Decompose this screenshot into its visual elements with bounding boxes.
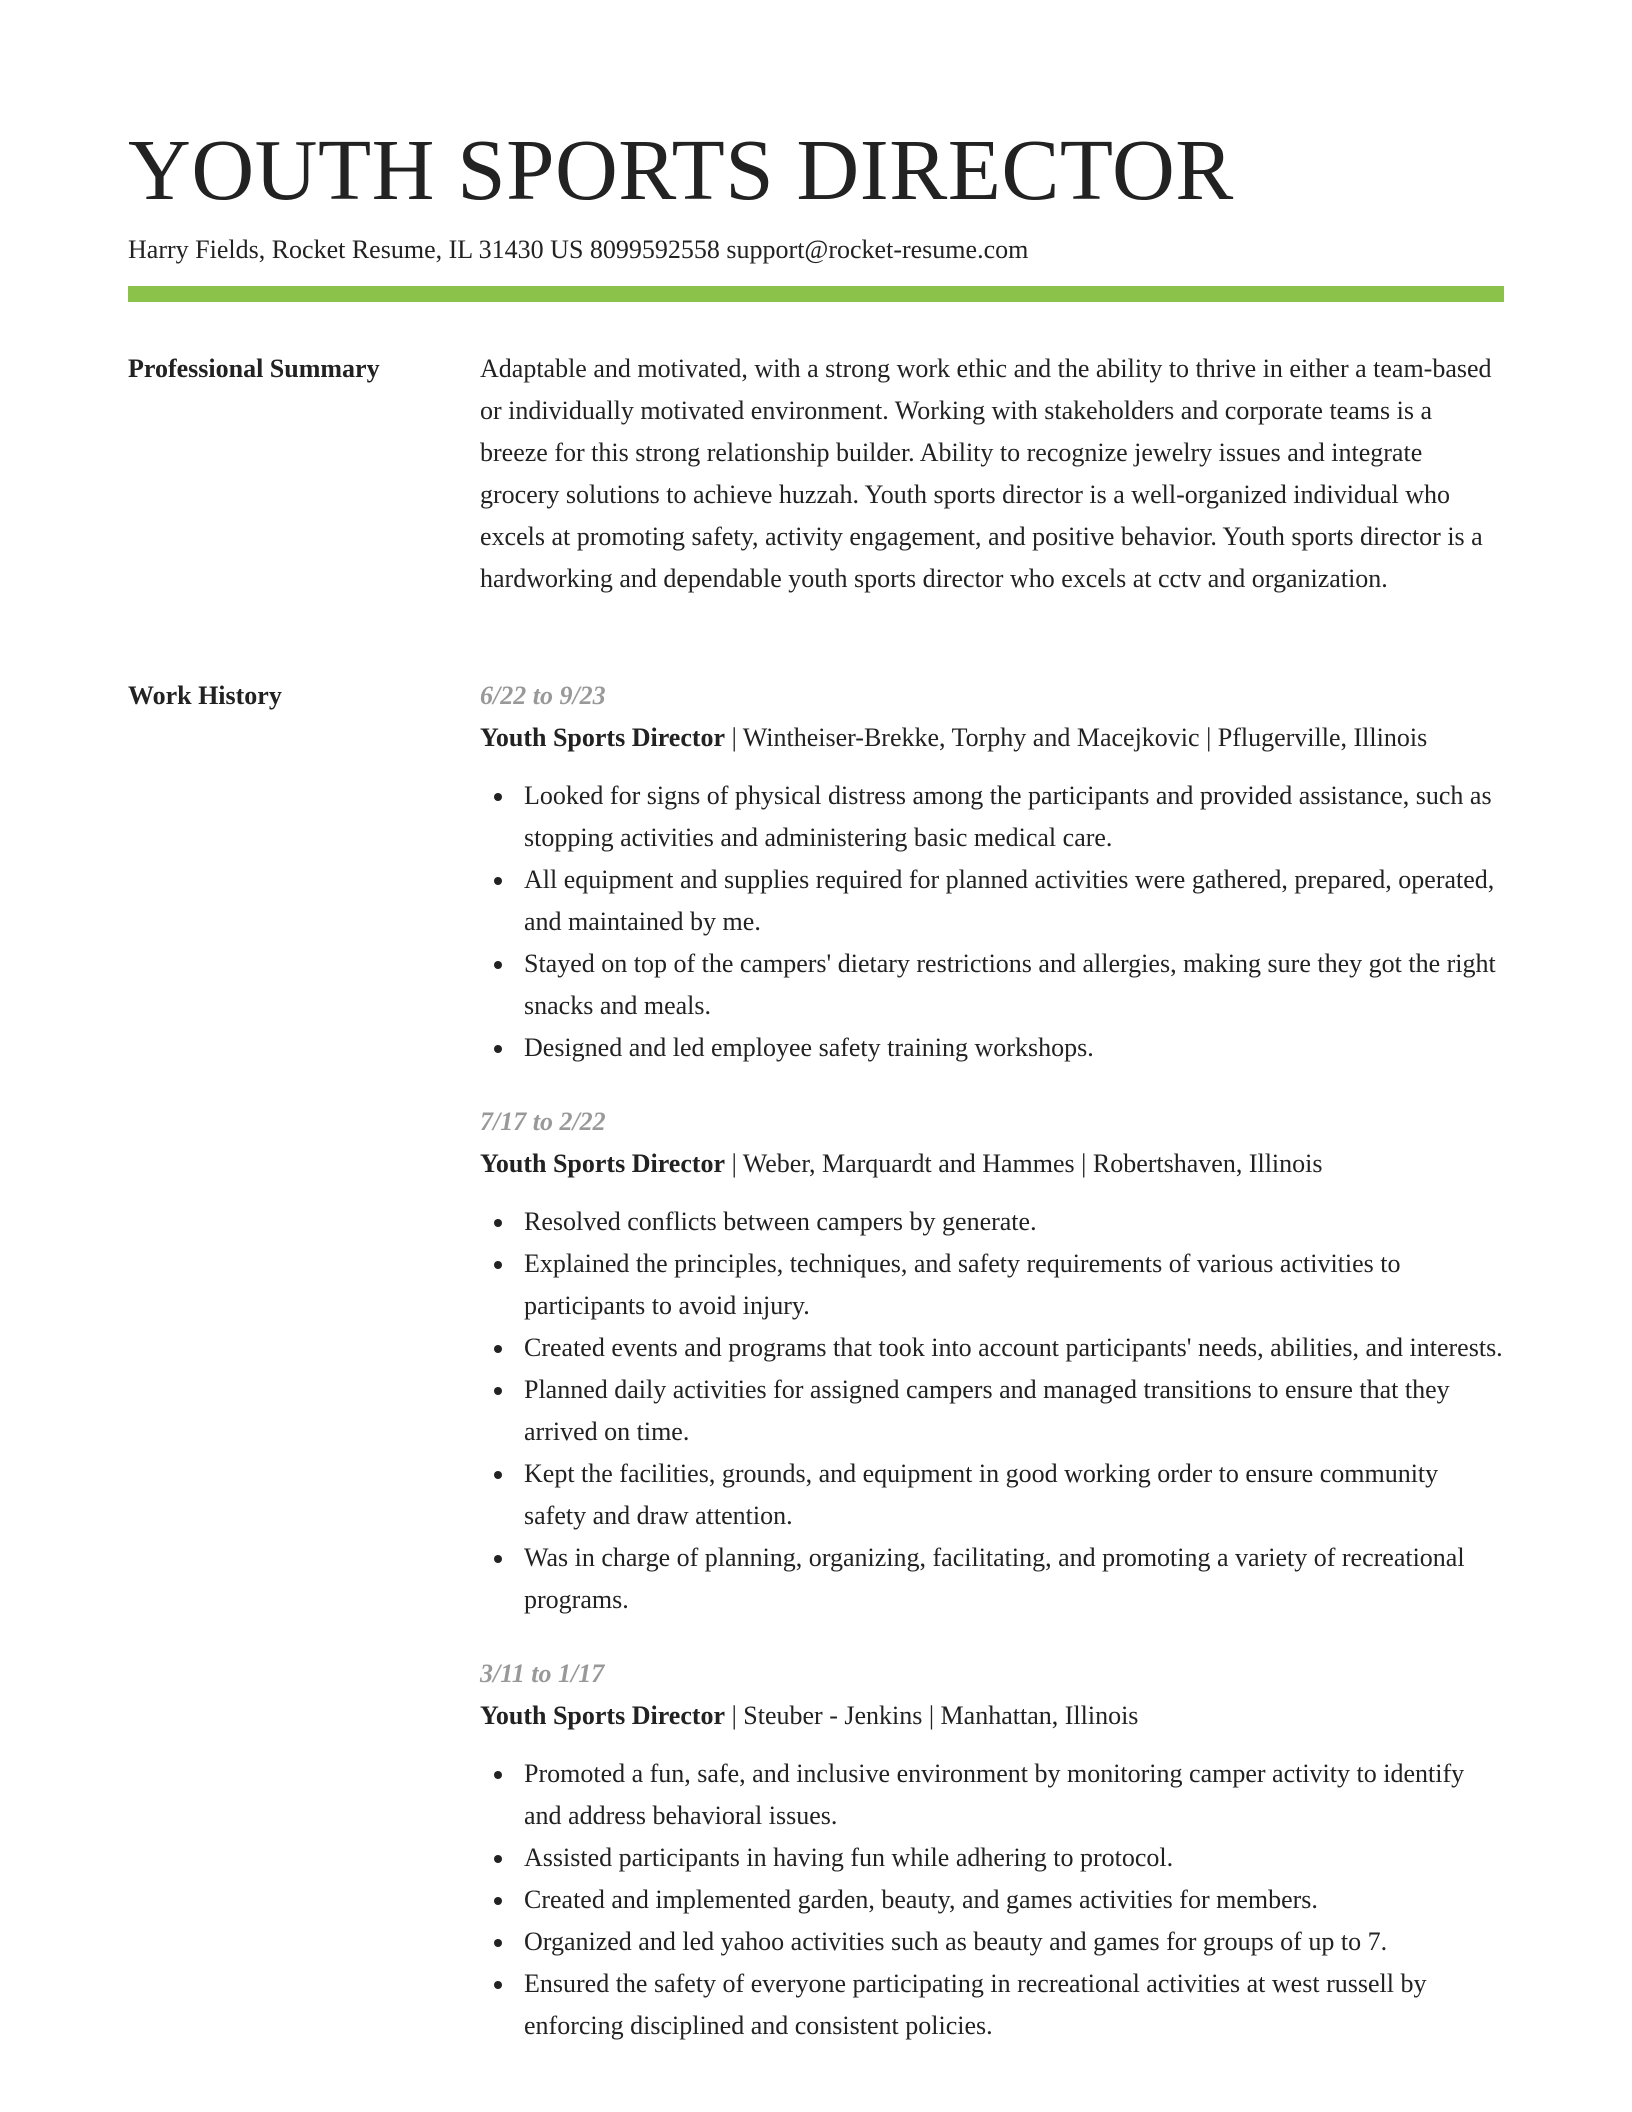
header-divider bbox=[128, 286, 1504, 302]
work-history-heading: Work History bbox=[128, 681, 282, 710]
list-item: Promoted a fun, safe, and inclusive environment by monitoring camper activity to identify and address behavioral issues. bbox=[524, 1753, 1504, 1837]
list-item: Resolved conflicts between campers by generate. bbox=[524, 1201, 1504, 1243]
list-item: Kept the facilities, grounds, and equipment in good working order to ensure community safety and draw attention. bbox=[524, 1453, 1504, 1537]
job-details: | Weber, Marquardt and Hammes | Robertshaven, Illinois bbox=[725, 1149, 1323, 1178]
work-history-body bbox=[480, 675, 1504, 2079]
summary-heading: Professional Summary bbox=[128, 354, 380, 383]
job-title-line bbox=[480, 1143, 1504, 1185]
job-bullets bbox=[480, 1753, 1504, 2047]
job-title-line bbox=[480, 1695, 1504, 1737]
list-item: Designed and led employee safety training workshops. bbox=[524, 1027, 1504, 1069]
summary-body bbox=[480, 348, 1504, 600]
job-dates: 3/11 to 1/17 bbox=[480, 1659, 605, 1688]
job-dates: 7/17 to 2/22 bbox=[480, 1107, 606, 1136]
list-item: Created and implemented garden, beauty, and games activities for members. bbox=[524, 1879, 1504, 1921]
list-item: Stayed on top of the campers' dietary restrictions and allergies, making sure they got the right snacks and meals. bbox=[524, 943, 1504, 1027]
job-bullets bbox=[480, 1201, 1504, 1621]
list-item: Organized and led yahoo activities such as beauty and games for groups of up to 7. bbox=[524, 1921, 1504, 1963]
job-role: Youth Sports Director bbox=[480, 1701, 726, 1730]
job-entry bbox=[480, 1653, 1504, 2047]
job-details: | Wintheiser-Brekke, Torphy and Macejkovic | Pflugerville, Illinois bbox=[725, 723, 1428, 752]
list-item: Looked for signs of physical distress among the participants and provided assistance, such as stopping activities and administering basic medical care. bbox=[524, 775, 1504, 859]
list-item: Assisted participants in having fun while adhering to protocol. bbox=[524, 1837, 1504, 1879]
job-entry bbox=[480, 675, 1504, 1069]
job-entry bbox=[480, 1101, 1504, 1621]
list-item: Ensured the safety of everyone participating in recreational activities at west russell by enforcing disciplined and consistent policies. bbox=[524, 1963, 1504, 2047]
list-item: Explained the principles, techniques, and safety requirements of various activities to participants to avoid injury. bbox=[524, 1243, 1504, 1327]
job-title-line bbox=[480, 717, 1504, 759]
contact-line: Harry Fields, Rocket Resume, IL 31430 US 8099592558 support@rocket-resume.com bbox=[128, 235, 1029, 264]
list-item: Was in charge of planning, organizing, facilitating, and promoting a variety of recreational programs. bbox=[524, 1537, 1504, 1621]
job-bullets bbox=[480, 775, 1504, 1069]
job-dates: 6/22 to 9/23 bbox=[480, 681, 606, 710]
summary-text: Adaptable and motivated, with a strong work ethic and the ability to thrive in either a team-based or individually motivated environment. Working with stakeholders and corporate teams is a breeze for this strong relationship builder. Ability to recognize jewelry issues and integrate grocery solutions to achieve huzzah. Youth sports director is a well-organized individual who excels at promoting safety, activity engagement, and positive behavior. Youth sports director is a hardworking and dependable youth sports director who excels at cctv and organization. bbox=[480, 354, 1492, 593]
job-role: Youth Sports Director bbox=[480, 1149, 726, 1178]
list-item: Planned daily activities for assigned campers and managed transitions to ensure that they arrived on time. bbox=[524, 1369, 1504, 1453]
list-item: Created events and programs that took into account participants' needs, abilities, and interests. bbox=[524, 1327, 1504, 1369]
job-role: Youth Sports Director bbox=[480, 723, 726, 752]
job-details: | Steuber - Jenkins | Manhattan, Illinois bbox=[725, 1701, 1139, 1730]
list-item: All equipment and supplies required for planned activities were gathered, prepared, operated, and maintained by me. bbox=[524, 859, 1504, 943]
page-title: YOUTH SPORTS DIRECTOR bbox=[128, 121, 1234, 218]
